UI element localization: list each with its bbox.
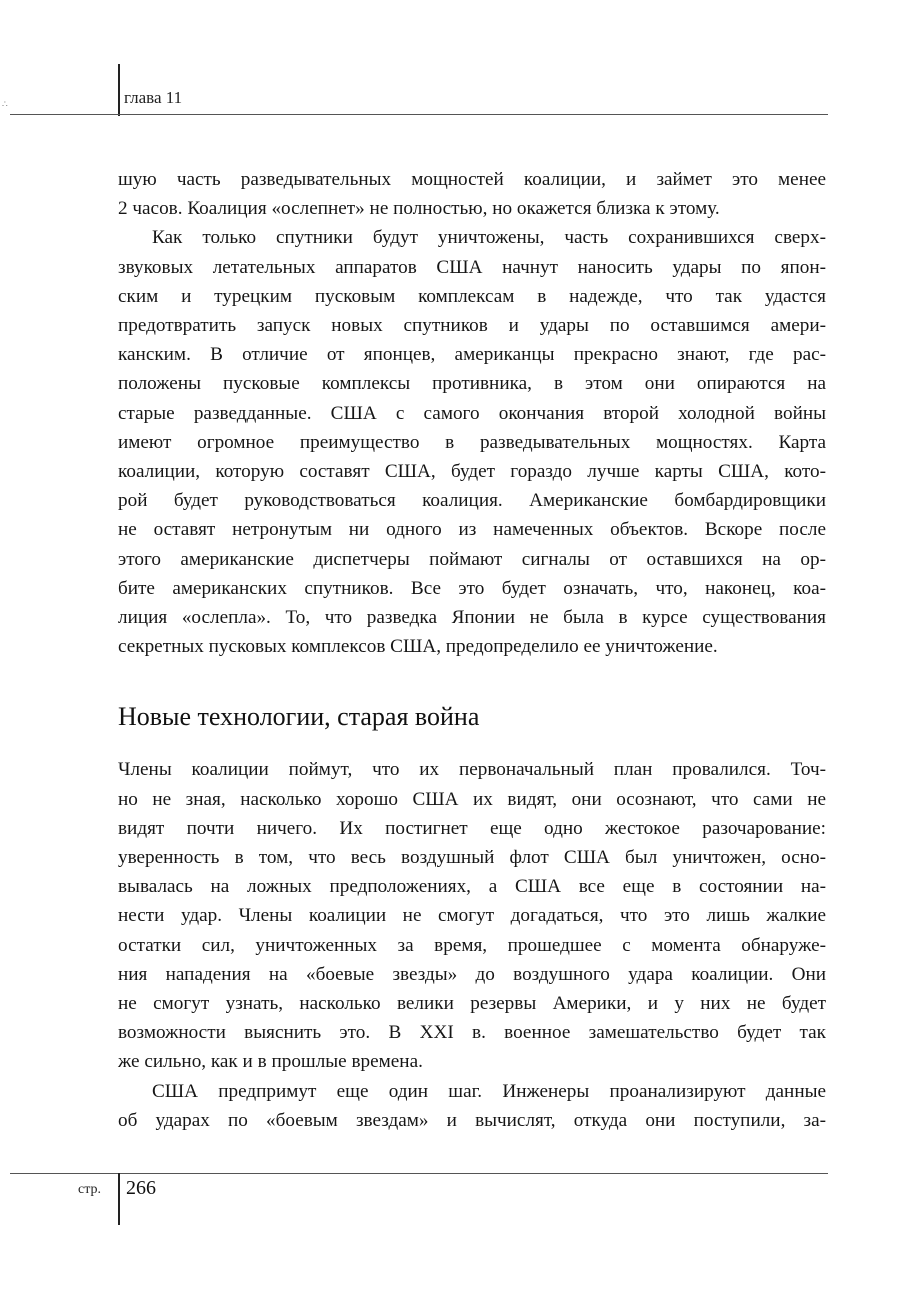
text-line: предотвратить запуск новых спутников и удары по оставшимся амери- bbox=[118, 315, 826, 337]
text-line: коалиции, которую составят США, будет гораздо лучше карты США, кото- bbox=[118, 461, 826, 483]
text-line: Члены коалиции поймут, что их первоначальный план провалился. Точ- bbox=[118, 759, 826, 781]
text-line: уверенность в том, что весь воздушный флот США был уничтожен, осно- bbox=[118, 847, 826, 869]
text-line: старые разведданные. США с самого окончания второй холодной войны bbox=[118, 402, 826, 424]
header-rule bbox=[10, 114, 828, 115]
text-line: Как только спутники будут уничтожены, часть сохранившихся сверх- bbox=[152, 227, 826, 249]
footer-rule bbox=[10, 1173, 828, 1174]
text-line: рой будет руководствоваться коалиция. Американские бомбардировщики bbox=[118, 490, 826, 512]
running-head-chapter: глава 11 bbox=[124, 88, 183, 107]
text-line: звуковых летательных аппаратов США начнут наносить удары по япон- bbox=[118, 256, 826, 278]
text-line: ния нападения на «боевые звезды» до воздушного удара коалиции. Они bbox=[118, 963, 826, 985]
text-line: ским и турецким пусковым комплексам в надежде, что так удастся bbox=[118, 285, 826, 307]
page-number: 266 bbox=[126, 1177, 156, 1199]
text-line: этого американские диспетчеры поймают сигналы от оставшихся на ор- bbox=[118, 548, 826, 570]
text-line: видят почти ничего. Их постигнет еще одно жестокое разочарование: bbox=[118, 817, 826, 839]
footer-vertical-rule bbox=[118, 1173, 120, 1225]
paragraph-1 bbox=[118, 165, 826, 223]
page-body bbox=[118, 165, 826, 1135]
text-line: имеют огромное преимущество в разведывательных мощностях. Карта bbox=[118, 431, 826, 453]
text-line: не оставят нетронутым ни одного из намеченных объектов. Вскоре после bbox=[118, 519, 826, 541]
text-line: нести удар. Члены коалиции не смогут догадаться, что это лишь жалкие bbox=[118, 905, 826, 927]
text-line: об ударах по «боевым звездам» и вычислят, откуда они поступили, за- bbox=[118, 1109, 826, 1131]
section-heading: Новые технологии, старая война bbox=[118, 702, 480, 732]
text-line: остатки сил, уничтоженных за время, прошедшее с момента обнаруже- bbox=[118, 934, 826, 956]
text-line: но не зная, насколько хорошо США их видят, они осознают, что сами не bbox=[118, 788, 826, 810]
header-vertical-rule bbox=[118, 64, 120, 116]
text-line: не смогут узнать, насколько велики резервы Америки, и у них не будет bbox=[118, 993, 826, 1015]
text-line: шую часть разведывательных мощностей коалиции, и займет это менее bbox=[118, 169, 826, 190]
paragraph-3 bbox=[118, 755, 826, 1076]
text-line: бите американских спутников. Все это будет означать, что, наконец, коа- bbox=[118, 577, 826, 599]
paragraph-4 bbox=[118, 1077, 826, 1135]
text-line: же сильно, как и в прошлые времена. bbox=[118, 1051, 423, 1073]
text-line: положены пусковые комплексы противника, в этом они опираются на bbox=[118, 373, 826, 395]
text-line: канским. В отличие от японцев, американцы прекрасно знают, где рас- bbox=[118, 344, 826, 366]
page-label: стр. bbox=[78, 1182, 102, 1197]
text-line: секретных пусковых комплексов США, предопределило ее уничтожение. bbox=[118, 636, 718, 658]
text-line: 2 часов. Коалиция «ослепнет» не полностью, но окажется близка к этому. bbox=[118, 198, 720, 220]
text-line: вывалась на ложных предположениях, а США все еще в состоянии на- bbox=[118, 876, 826, 898]
text-line: лиция «ослепла». То, что разведка Японии не была в курсе существования bbox=[118, 607, 826, 629]
paragraph-2 bbox=[118, 223, 826, 661]
scan-artifact: ∴ bbox=[2, 99, 8, 109]
text-line: США предпримут еще один шаг. Инженеры проанализируют данные bbox=[152, 1080, 826, 1102]
text-line: возможности выяснить это. В XXI в. военное замешательство будет так bbox=[118, 1022, 826, 1044]
